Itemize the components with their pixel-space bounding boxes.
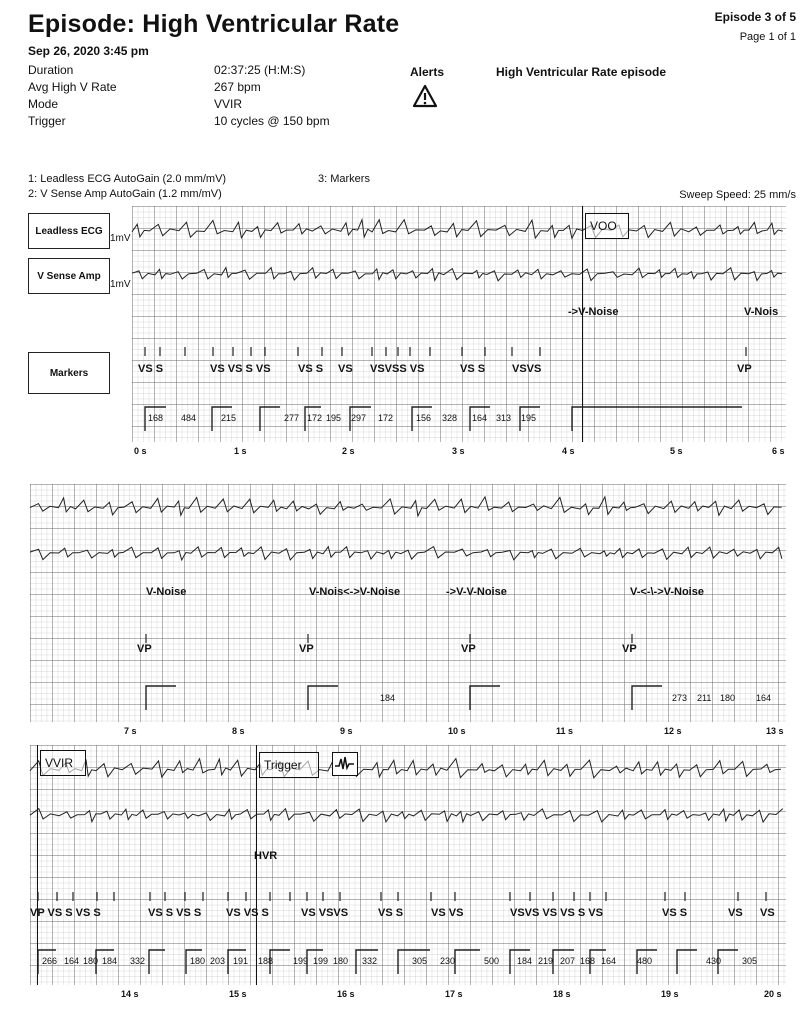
time-tick: 17 s: [445, 989, 463, 999]
interval-value: 168: [580, 956, 596, 966]
marker-label: VS S: [298, 363, 324, 375]
interval-value: 328: [442, 413, 458, 423]
marker-label: VS S: [662, 907, 688, 919]
episode-index: Episode 3 of 5: [714, 10, 796, 24]
interval-value: 332: [362, 956, 378, 966]
interval-value: 191: [233, 956, 249, 966]
interval-value: 484: [181, 413, 197, 423]
interval-value: 211: [697, 693, 712, 703]
time-tick: 4 s: [562, 446, 575, 456]
field-label: Trigger: [28, 114, 66, 128]
interval-value: 184: [380, 693, 396, 703]
field-label: Duration: [28, 63, 74, 77]
marker-label: VP: [137, 643, 152, 655]
channel-label-vsense: V Sense Amp: [28, 258, 110, 294]
time-tick: 2 s: [342, 446, 355, 456]
time-tick: 11 s: [556, 726, 574, 736]
interval-value: 273: [672, 693, 688, 703]
interval-value: 180: [83, 956, 99, 966]
interval-value: 188: [258, 956, 274, 966]
legend-channel-3: 3: Markers: [318, 173, 370, 185]
interval-value: 230: [440, 956, 456, 966]
field-value: VVIR: [214, 97, 243, 111]
interval-value: 164: [756, 693, 772, 703]
marker-label: VS VS S: [226, 907, 269, 919]
marker-label: VS: [728, 907, 743, 919]
interval-value: 277: [284, 413, 300, 423]
interval-value: 297: [351, 413, 367, 423]
interval-value: 305: [412, 956, 428, 966]
time-tick: 9 s: [340, 726, 353, 736]
time-tick: 15 s: [229, 989, 247, 999]
field-value: 267 bpm: [214, 80, 261, 94]
interval-value: 195: [326, 413, 342, 423]
interval-step: [149, 950, 165, 974]
marker-label: VS VSVS: [301, 907, 349, 919]
marker-label: VP: [461, 643, 476, 655]
time-tick: 10 s: [448, 726, 466, 736]
time-tick: 8 s: [232, 726, 245, 736]
alerts-label: Alerts: [410, 65, 445, 79]
mode-box: VVIR: [40, 750, 86, 776]
noise-label: ->V-V-Noise: [446, 586, 507, 598]
time-tick: 6 s: [772, 446, 785, 456]
interval-value: 172: [378, 413, 394, 423]
interval-value: 430: [706, 956, 722, 966]
interval-value: 313: [496, 413, 512, 423]
field-label: Mode: [28, 97, 59, 111]
time-tick: 14 s: [121, 989, 139, 999]
marker-label: VS S VS S: [148, 907, 202, 919]
episode-datetime: Sep 26, 2020 3:45 pm: [28, 44, 149, 58]
interval-value: 305: [742, 956, 758, 966]
alert-text: High Ventricular Rate episode: [496, 65, 667, 79]
interval-value: 184: [102, 956, 118, 966]
interval-value: 500: [484, 956, 500, 966]
noise-label: V-Nois<->V-Noise: [309, 586, 401, 598]
interval-value: 180: [720, 693, 736, 703]
legend-channel-2: 2: V Sense Amp AutoGain (1.2 mm/mV): [28, 188, 222, 200]
interval-value: 199: [293, 956, 309, 966]
interval-value: 199: [313, 956, 329, 966]
marker-label: VP VS S VS S: [30, 907, 101, 919]
channel-label-ecg: Leadless ECG: [28, 213, 110, 249]
interval-step: [455, 950, 480, 974]
marker-label: VS: [338, 363, 353, 375]
interval-value: 215: [221, 413, 237, 423]
field-label: Avg High V Rate: [28, 80, 117, 94]
trigger-box: Trigger: [259, 752, 319, 778]
interval-value: 180: [190, 956, 206, 966]
marker-label: VP: [622, 643, 637, 655]
marker-label: VS S: [378, 907, 404, 919]
interval-value: 164: [601, 956, 617, 966]
time-tick: 16 s: [337, 989, 355, 999]
time-tick: 19 s: [661, 989, 679, 999]
scale-label: 1mV: [110, 233, 131, 244]
field-value: 10 cycles @ 150 bpm: [214, 114, 330, 128]
time-tick: 3 s: [452, 446, 465, 456]
time-tick: 0 s: [134, 446, 147, 456]
marker-label: VS VS: [431, 907, 464, 919]
marker-label: VP: [737, 363, 752, 375]
interval-step: [677, 950, 697, 974]
noise-label: ->V-Noise: [568, 306, 619, 318]
mode-change-box: VOO: [585, 213, 629, 239]
channel-label-markers: Markers: [28, 352, 110, 394]
interval-value: 164: [472, 413, 488, 423]
marker-label: VSVS: [512, 363, 542, 375]
noise-label: V-<-\->V-Noise: [630, 586, 704, 598]
marker-label: VSVSS VS: [370, 363, 425, 375]
sweep-speed: Sweep Speed: 25 mm/s: [679, 189, 796, 201]
time-tick: 1 s: [234, 446, 247, 456]
time-tick: 12 s: [664, 726, 682, 736]
marker-label: VS: [760, 907, 775, 919]
time-tick: 5 s: [670, 446, 683, 456]
time-tick: 20 s: [764, 989, 782, 999]
marker-label: VS S: [138, 363, 164, 375]
page-index: Page 1 of 1: [739, 31, 796, 43]
time-tick: 7 s: [124, 726, 137, 736]
interval-value: 195: [521, 413, 537, 423]
noise-label: V-Noise: [146, 586, 187, 598]
field-value: 02:37:25 (H:M:S): [214, 63, 306, 77]
noise-label: V-Nois: [744, 306, 779, 318]
page-title: Episode: High Ventricular Rate: [28, 10, 400, 38]
interval-value: 164: [64, 956, 80, 966]
hvr-label: HVR: [254, 850, 278, 862]
marker-label: VP: [299, 643, 314, 655]
interval-value: 168: [148, 413, 164, 423]
scale-label: 1mV: [110, 279, 131, 290]
interval-value: 219: [538, 956, 554, 966]
marker-label: VS S: [460, 363, 486, 375]
interval-value: 266: [42, 956, 58, 966]
interval-value: 180: [333, 956, 349, 966]
time-tick: 13 s: [766, 726, 784, 736]
interval-value: 207: [560, 956, 576, 966]
marker-label: VSVS VS VS S VS: [510, 907, 603, 919]
interval-value: 480: [637, 956, 653, 966]
legend-channel-1: 1: Leadless ECG AutoGain (2.0 mm/mV): [28, 173, 227, 185]
interval-value: 184: [517, 956, 533, 966]
interval-value: 172: [307, 413, 323, 423]
interval-value: 203: [210, 956, 226, 966]
interval-value: 332: [130, 956, 146, 966]
marker-label: VS VS S VS: [210, 363, 271, 375]
time-tick: 18 s: [553, 989, 571, 999]
interval-value: 156: [416, 413, 432, 423]
